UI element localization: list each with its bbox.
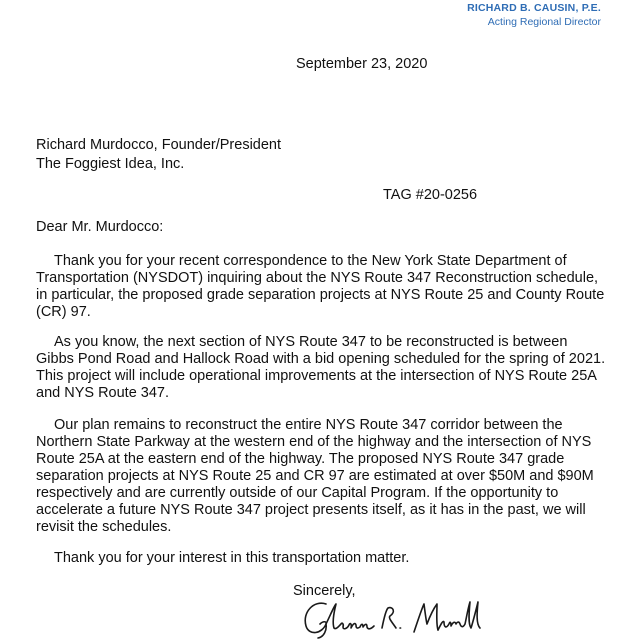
paragraph-2 xyxy=(36,334,606,402)
tag-number: TAG #20-0256 xyxy=(383,187,478,203)
recipient-organization: The Foggiest Idea, Inc. xyxy=(36,156,185,172)
recipient-block xyxy=(36,136,281,174)
letterhead xyxy=(467,1,601,29)
paragraph-1-text: Thank you for your recent correspondence to the New York State Department of Transportation (NYSDOT) inquiring about the NYS Route 347 Reconstruction schedule, in particular, the proposed grade separation projects at NYS Route 25 and County Route (CR) 97. xyxy=(36,253,605,320)
paragraph-4-text: Thank you for your interest in this transportation matter. xyxy=(54,550,410,566)
sender-name: RICHARD B. CAUSIN, P.E. xyxy=(467,2,601,14)
paragraph-1 xyxy=(36,253,606,321)
salutation: Dear Mr. Murdocco: xyxy=(36,219,164,235)
letter-date: September 23, 2020 xyxy=(296,56,428,72)
sender-title: Acting Regional Director xyxy=(487,16,601,28)
paragraph-4 xyxy=(36,550,606,567)
paragraph-3 xyxy=(36,417,606,536)
recipient-name: Richard Murdocco, Founder/President xyxy=(36,137,282,153)
closing: Sincerely, xyxy=(293,583,356,599)
paragraph-3-text: Our plan remains to reconstruct the entire NYS Route 347 corridor between the Northern State Parkway at the western end of the highway and the intersection of NYS Route 25A at the eastern end of the highway. The proposed NYS Route 347 grade separation projects at NYS Route 25 and CR 97 are estimated at over $50M and $90M respectively and are currently outside of our Capital Program. If the opportunity to accelerate a future NYS Route 347 project presents itself, as it has in the past, we will revisit the schedules. xyxy=(36,417,594,535)
paragraph-2-text: As you know, the next section of NYS Route 347 to be reconstructed is between Gibbs Pond Road and Hallock Road with a bid opening scheduled for the spring of 2021. This project will include operational improvements at the intersection of NYS Route 25A and NYS Route 347. xyxy=(36,334,606,401)
handwritten-signature xyxy=(296,594,496,640)
